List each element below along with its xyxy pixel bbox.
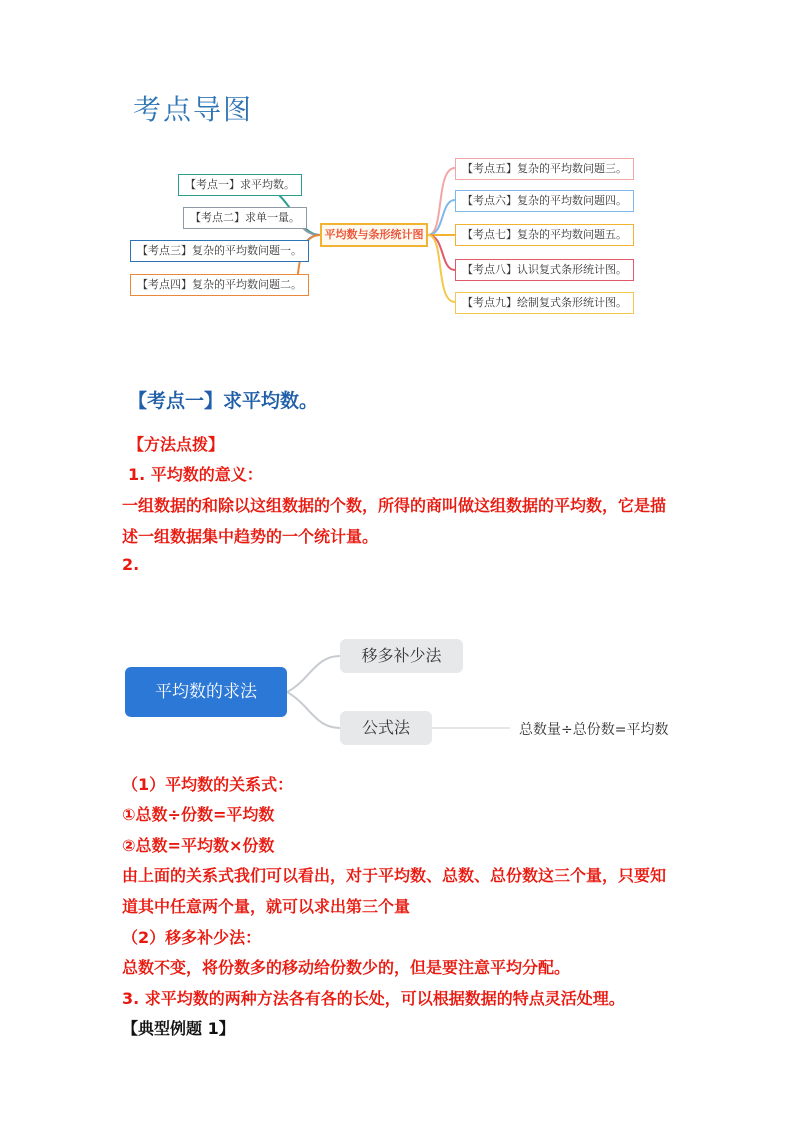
point2-label: 2. [122,555,140,574]
relation-2: ②总数=平均数×份数 [122,836,275,855]
topic-node-9: 【考点九】绘制复式条形统计图。 [455,292,634,314]
topic-node-2: 【考点二】求单一量。 [183,207,307,229]
topic-node-3: 【考点三】复杂的平均数问题一。 [130,240,309,262]
page-heading: 考点导图 [133,93,254,126]
topic-node-8: 【考点八】认识复式条形统计图。 [455,259,634,281]
average-method-mindmap [125,630,685,750]
topic-node-6: 【考点六】复杂的平均数问题四。 [455,190,634,212]
point1-line2: 述一组数据集中趋势的一个统计量。 [122,527,379,546]
topic-node-5: 【考点五】复杂的平均数问题三。 [455,158,634,180]
connector-right-8 [428,235,455,270]
topic-mindmap [125,150,645,325]
formula-text: 总数量÷总份数=平均数 [519,722,669,738]
topic-node-1: 【考点一】求平均数。 [178,174,302,196]
relation-desc-line2: 道其中任意两个量，就可以求出第三个量 [122,897,411,916]
mindmap-center-node: 平均数与条形统计图 [320,223,428,247]
method-node-move: 移多补少法 [340,639,463,673]
method-label: 【方法点拨】 [128,435,225,454]
point1-heading: 1. 平均数的意义： [128,465,263,484]
move-desc: 总数不变，将份数多的移动给份数少的，但是要注意平均分配。 [122,958,571,977]
point3: 3. 求平均数的两种方法各有各的长处，可以根据数据的特点灵活处理。 [122,989,625,1008]
topic-node-7: 【考点七】复杂的平均数问题五。 [455,224,634,246]
connector-right-6 [428,200,455,235]
topic-node-4: 【考点四】复杂的平均数问题二。 [130,274,309,296]
connector-top [287,656,340,692]
section-title: 【考点一】求平均数。 [128,390,319,412]
connector-bottom [287,692,340,728]
relation-1: ①总数÷份数=平均数 [122,805,275,824]
method-root-node: 平均数的求法 [125,667,287,717]
relation-desc-line1: 由上面的关系式我们可以看出，对于平均数、总数、总份数这三个量，只要知 [122,866,667,885]
point1-line1: 一组数据的和除以这组数据的个数，所得的商叫做这组数据的平均数，它是描 [122,496,667,515]
method-node-formula: 公式法 [340,711,432,745]
move-heading: （2）移多补少法： [122,928,262,947]
relation-heading: （1）平均数的关系式： [122,775,294,794]
example-label: 【典型例题 1】 [122,1019,235,1038]
